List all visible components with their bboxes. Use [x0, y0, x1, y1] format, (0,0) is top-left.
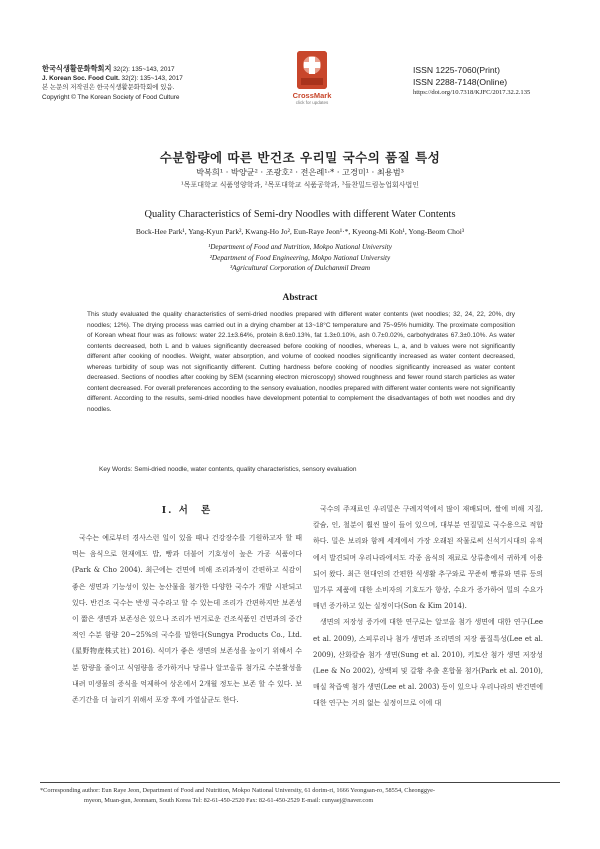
- crossmark-badge[interactable]: [287, 51, 337, 105]
- issn-print: ISSN 1225-7060(Print): [413, 65, 500, 75]
- authors-korean: 박복희¹ · 박양균² · 조광호² · 전은례¹·* · 고경미¹ · 최용범³: [196, 167, 404, 177]
- affiliation-3: ³Agricultural Corporation of Dulchanmil Dream: [229, 264, 371, 273]
- volume-kr: 32(2): 135~143, 2017: [111, 66, 175, 73]
- journal-header: [42, 64, 183, 102]
- authors-english: Bock-Hee Park¹, Yang-Kyun Park², Kwang-Ho Jo², Eun-Raye Jeon¹·*, Kyeong-Mi Koh¹, Yong-Beom Choi³: [135, 227, 465, 236]
- affiliations-english: [0, 242, 600, 274]
- footnote-line-2: myeon, Muan-gun, Jeonnam, South Korea Tel: 82-61-450-2520 Fax: 82-61-450-2529 E-mail: cunyaej@naver.com: [84, 797, 374, 804]
- issn-block: [413, 64, 530, 97]
- paragraph: 국수의 주재료인 우리밀은 구례지역에서 많이 재배되며, 쌀에 비해 지질, 칼슘, 인, 철분이 훨씬 많이 들어 있으며, 대부분 연질밀로 국수용으로 적합하다. 밀은 보리와 함께 세계에서 가장 오래된 작물로써 신석기시대의 유적에서 발견되며 우리나라에서도 각종 음식의 재료로 상류층에서 귀하게 이용되어 왔다. 최근 현대인의 간편한 식생활 추구와로 꾸준히 빵류와 면류 등의 밀가루 제품에 대한 소비자의 기호도가 향상, 수요가 증가하여 밀의 수요가 매년 증가하고 있는 실정이다(Son & Kim 2014).: [313, 505, 543, 611]
- volume-en: 32(2): 135~143, 2017: [119, 75, 183, 83]
- corresponding-author-footnote: [40, 786, 560, 806]
- copyright-note: 본 논문의 저작권은 한국식생활문화학회에 있음.: [42, 84, 175, 92]
- paragraph: 생면의 저장성 증가에 대한 연구로는 알코올 첨가 생면에 대한 연구(Lee et al. 2009), 스피루리나 첨가 생면과 조리면의 저장 품질특성(Lee et al. 2009), 산화칼슘 첨가 생면(Sung et al. 2010), 키토산 첨가 생면 저장성(Lee & No 2002), 상백피 및 갈황 추출 혼합물 첨가(Park et al. 2010), 매실 착즙액 첨가 생면(Lee et al. 2003) 등이 있으나 우리나라의 반건면에 대한 연구는 거의 없는 실정이므로 이에 대: [313, 618, 543, 708]
- keywords: Key Words: Semi-dried noodle, water contents, quality characteristics, sensory evaluation: [99, 466, 357, 473]
- copyright: Copyright © The Korean Society of Food Culture: [42, 93, 180, 101]
- footnote-line-1: *Corresponding author: Eun Raye Jeon, Department of Food and Nutrition, Mokpo National University, 61 dorim-ri, 1666 Yeongsan-ro, 58554, Cheonggye-: [40, 787, 436, 794]
- affiliation-2: ²Department of Food Engineering, Mokpo National University: [209, 253, 391, 262]
- section-heading-intro: Ⅰ. 서 론: [161, 505, 213, 516]
- affiliations-korean: ¹목포대학교 식품영양학과, ²목포대학교 식품공학과, ³들찬밀드림농업회사법인: [180, 181, 420, 189]
- abstract-heading: Abstract: [282, 293, 318, 303]
- body-column-right: [313, 501, 543, 712]
- footnote-divider: [40, 782, 560, 783]
- crossmark-label: CrossMark: [292, 91, 332, 100]
- affiliation-1: ¹Department of Food and Nutrition, Mokpo National University: [208, 243, 392, 251]
- journal-name-kr: 한국식생활문화학회지: [42, 64, 112, 73]
- crossmark-icon: [297, 51, 327, 89]
- abstract-text: This study evaluated the quality characteristics of semi-dried noodles prepared with different water contents (wet noodles; 32, 24, 22, 20%, dry noodles; 12%). The drying process was carried out in a drying chamber at 13~18°C temperature and 75~95% humidity. The proximate composition of Korean wheat flour was as follows: water 22.1±3.64%, protein 8.6±0.13%, fat 1.3±0.10%, ash 0.7±0.02%, carbohydrates 67.3±0.10%. As water contents decreased, both L and b values significantly decreased before cooking of noodles, whereas L, a, and b values were not significantly different after cooking of noodles. Weight, water absorption, and volume of cooked noodles significantly increased as water content decreased, whereas turbidity of soup was not significantly different. Cutting hardness before cooking of noodles significantly increased as water content decreased. Sections of noodles after cooking by SEM (scanning electron microscopy) showed roughness and fewer round starch particles as water content decreased. For overall preferences according to the sensory evaluation, noodles prepared with different water contents were not significantly different. According to the results, semi-dried noodles have development potential to complement the disadvantages of both wet noodles and dry noodles.: [87, 311, 515, 413]
- title-korean: 수분함량에 따른 반건조 우리밀 국수의 품질 특성: [159, 150, 441, 165]
- title-english: Quality Characteristics of Semi-dry Noodles with different Water Contents: [144, 209, 456, 220]
- doi-link[interactable]: https://doi.org/10.7318/KJFC/2017.32.2.135: [413, 89, 531, 96]
- body-column-left: [72, 530, 302, 708]
- paragraph: 국수는 예로부터 경사스런 일이 있을 때나 건강장수를 기원하고자 할 때 먹는 음식으로 현재에도 밥, 빵과 더불어 기호성이 높은 가공 식품이다(Park & Cho 2004). 최근에는 건면에 비해 조리과정이 간편하고 식감이 좋은 생면과 기능성이 있는 농산물을 첨가한 다양한 국수가 개발 시판되고 있다. 반건조 국수는 반생 국수라고 할 수 있는데 조리가 간편하지만 보존성이 짧은 생면과 보존성은 있으나 조리가 번거로운 건조식품인 건면과의 중간적인 수분 함량 20~25%의 국수를 말한다(Sungya Products Co., Ltd. (星野物産株式社) 2016). 식미가 좋은 생면의 보존성을 높이기 위해서 수분 함량을 줄이고 식염량을 증가하거나 당류나 알코올류 첨가로 수분활성을 내려 미생물의 증식을 억제하여 상온에서 2개월 정도는 보존 할 수 있다. 보존기간을 더 늘리기 위해서 포장 후에 가열살균도 한다.: [72, 534, 302, 705]
- journal-name-en: J. Korean Soc. Food Cult.: [42, 75, 120, 83]
- crossmark-sublabel: click for updates: [295, 100, 329, 105]
- issn-online: ISSN 2288-7148(Online): [413, 77, 508, 87]
